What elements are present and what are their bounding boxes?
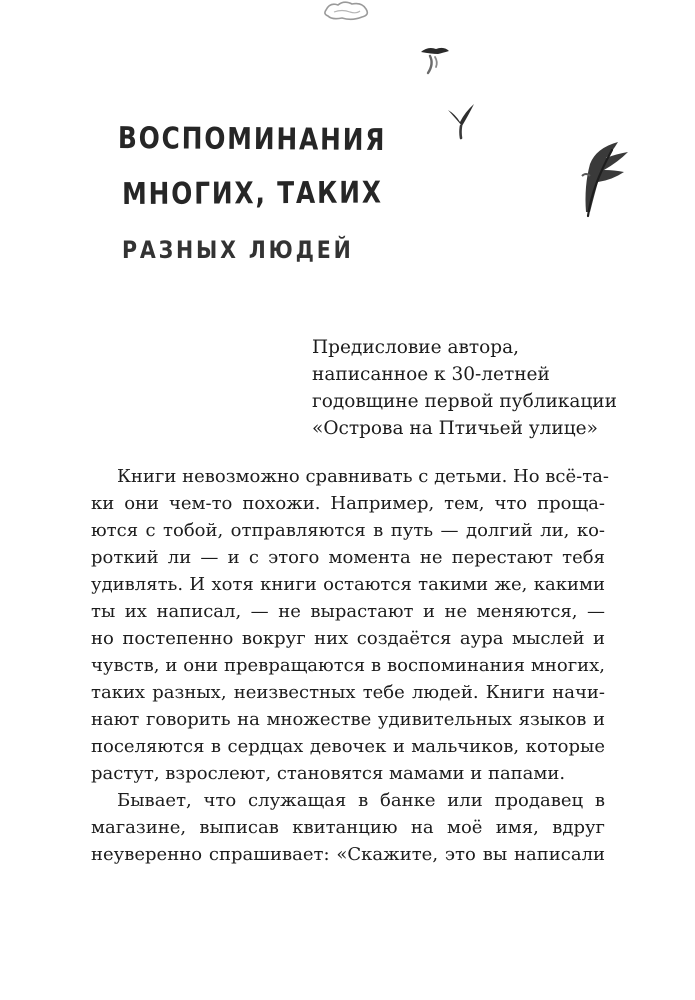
epigraph-line: годовщине первой публикации [312, 391, 617, 412]
title-line-1: ВОСПОМИНАНИЯ [117, 121, 387, 159]
epigraph-line: написанное к 30-летней [312, 364, 550, 385]
bird-sketch [418, 40, 452, 78]
text-line: чувств, и они превращаются в воспоминания многих, [91, 655, 605, 676]
epigraph-line: «Острова на Птичьей улице» [312, 418, 598, 439]
body-text [91, 463, 609, 868]
text-line: таких разных, неизвестных тебе людей. Книги начи- [91, 682, 605, 703]
text-line: растут, взрослеют, становятся мамами и папами. [91, 763, 566, 784]
cloud-sketch [322, 0, 372, 22]
bird-sketch [446, 100, 476, 140]
title-line-3: РАЗНЫХ ЛЮДЕЙ [122, 236, 354, 264]
epigraph-line: Предисловие автора, [312, 337, 520, 358]
text-line: ки они чем-то похожи. Например, тем, что проща- [91, 493, 605, 514]
text-line: Книги невозможно сравнивать с детьми. Но всё-та- [117, 466, 609, 487]
paragraph-1 [91, 463, 609, 787]
title-line-2: МНОГИХ, ТАКИХ [121, 175, 383, 212]
text-line: неуверенно спрашивает: «Скажите, это вы написали [91, 844, 605, 865]
text-line: магазине, выписав квитанцию на моё имя, вдруг [91, 817, 605, 838]
text-line: нают говорить на множестве удивительных языков и [91, 709, 605, 730]
text-line: но постепенно вокруг них создаётся аура мыслей и [91, 628, 605, 649]
epigraph [312, 334, 672, 442]
text-line: роткий ли — и с этого момента не перестают тебя [91, 547, 605, 568]
feather-sketch [572, 136, 634, 220]
text-line: поселяются в сердцах девочек и мальчиков, которые [91, 736, 605, 757]
text-line: Бывает, что служащая в банке или продавец в [117, 790, 605, 811]
paragraph-2 [91, 787, 605, 868]
text-line: удивлять. И хотя книги остаются такими же, какими [91, 574, 605, 595]
text-line: ются с тобой, отправляются в путь — долгий ли, ко- [91, 520, 605, 541]
text-line: ты их написал, — не вырастают и не меняются, — [91, 601, 605, 622]
